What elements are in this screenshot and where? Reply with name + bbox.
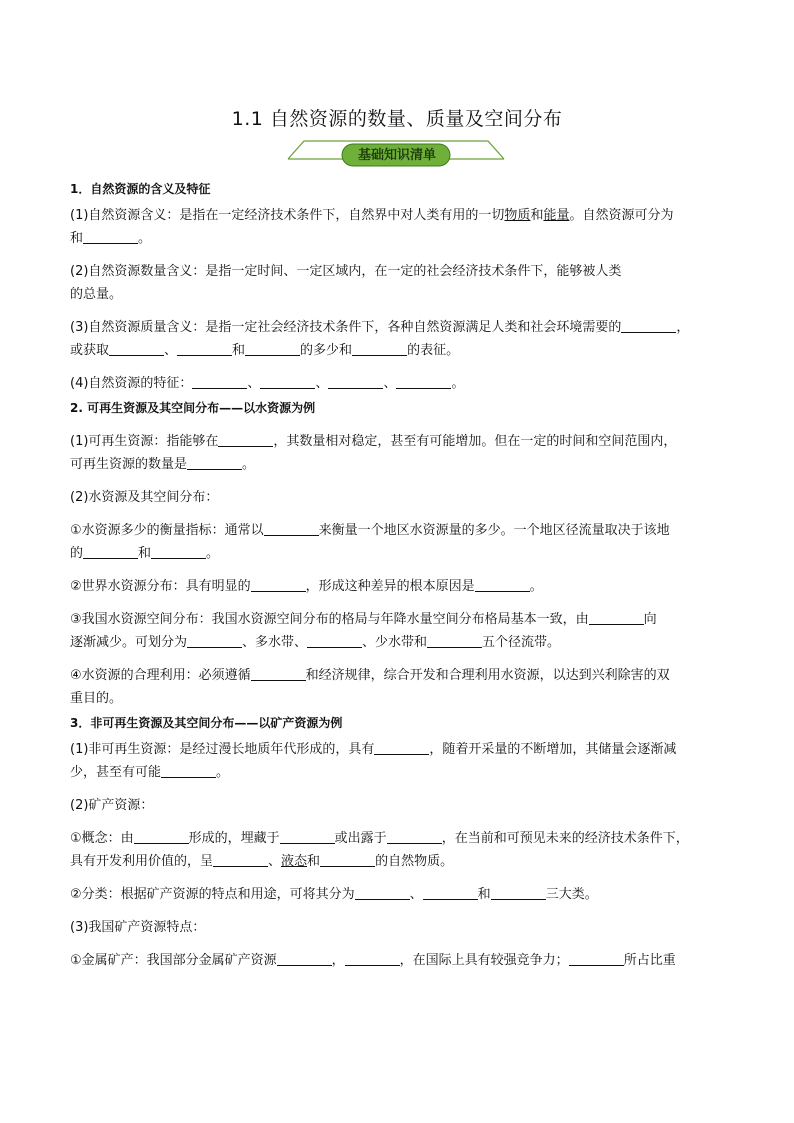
fill-blank[interactable] [387,829,442,844]
page-title: 1.1 自然资源的数量、质量及空间分布 [231,108,563,130]
section-3-heading: 3．非可再生资源及其空间分布——以矿产资源为例 [70,716,343,730]
s1-p2-line2: 的总量。 [70,287,123,302]
fill-blank[interactable] [307,633,362,648]
fill-blank[interactable] [134,829,189,844]
fill-blank[interactable] [352,341,407,356]
fill-blank[interactable] [161,763,216,778]
fill-blank[interactable] [264,521,319,536]
s2-p1-line1: (1)可再生资源：指能够在 ，其数量相对稳定，甚至有可能增加。但在一定的时间和空间范围内， [70,434,677,449]
s2-c4-line1: ④水资源的合理利用：必须遵循 和经济规律，综合开发和合理利用水资源，以达到兴利除害的双 [70,668,670,683]
fill-blank[interactable] [491,885,546,900]
fill-blank[interactable] [569,951,624,966]
fill-blank[interactable] [192,374,247,389]
fill-blank[interactable] [320,852,375,867]
s1-p1-line1: (1)自然资源含义：是指在一定经济技术条件下，自然界中对人类有用的一切物质和能量。自然资源可分为 [70,208,674,223]
fill-blank[interactable] [213,852,268,867]
fill-blank[interactable] [187,633,242,648]
s3-p2: (2)矿产资源： [70,798,154,813]
section-1-heading: 1．自然资源的含义及特征 [70,182,211,196]
fill-blank[interactable] [345,951,400,966]
s1-p1-line2: 和 。 [70,231,152,246]
fill-blank[interactable] [177,341,232,356]
content [70,176,730,972]
s3-c1-line1: ①概念：由 形成的，埋藏于 或出露于 ，在当前和可预见未来的经济技术条件下， [70,831,689,846]
fill-blank[interactable] [260,374,315,389]
s3-p1-line1: (1)非可再生资源：是经过漫长地质年代形成的，具有 ，随着开采量的不断增加，其储量会逐渐减 [70,742,677,757]
s3-c3-line1: ①金属矿产：我国部分金属矿产资源 ， ，在国际上具有较强竞争力； 所占比重 [70,953,676,968]
fill-blank[interactable] [83,229,138,244]
s2-p2: (2)水资源及其空间分布： [70,490,219,505]
s2-c1-line2: 的 和 。 [70,546,220,561]
fill-blank[interactable] [251,666,306,681]
fill-blank[interactable] [245,341,300,356]
s1-p3-line1: (3)自然资源质量含义：是指一定社会经济技术条件下，各种自然资源满足人类和社会环境需要的 ， [70,320,690,335]
fill-blank[interactable] [427,633,482,648]
s2-c1-line1: ①水资源多少的衡量指标：通常以 来衡量一个地区水资源量的多少。一个地区径流量取决于该地 [70,523,670,538]
s1-p3-line2: 或获取 、 和 的多少和 的表征。 [70,343,460,358]
fill-blank[interactable] [151,544,206,559]
underlined-term: 能量 [543,208,570,223]
fill-blank[interactable] [621,318,676,333]
fill-blank[interactable] [475,577,530,592]
s3-c1-line2: 具有开发利用价值的，呈 、液态和 的自然物质。 [70,854,454,869]
s3-p3: (3)我国矿产资源特点： [70,920,206,935]
s1-p2-line1: (2)自然资源数量含义：是指一定时间、一定区域内，在一定的社会经济技术条件下，能够被人类 [70,264,622,279]
fill-blank[interactable] [423,885,478,900]
s2-c4-line2: 重目的。 [70,691,123,706]
s2-c3-line1: ③我国水资源空间分布：我国水资源空间分布的格局与年降水量空间分布格局基本一致，由 向 [70,612,657,627]
underlined-term: 物质 [504,208,531,223]
s2-c2: ②世界水资源分布：具有明显的 ，形成这种差异的根本原因是 。 [70,579,543,594]
fill-blank[interactable] [187,455,242,470]
fill-blank[interactable] [374,740,429,755]
fill-blank[interactable] [218,432,273,447]
fill-blank[interactable] [589,610,644,625]
s3-c2: ②分类：根据矿产资源的特点和用途，可将其分为 、 和 三大类。 [70,887,598,902]
fill-blank[interactable] [396,374,451,389]
s2-p1-line2: 可再生资源的数量是 。 [70,457,256,472]
fill-blank[interactable] [251,577,306,592]
s1-p4: (4)自然资源的特征： 、 、 、 。 [70,376,465,391]
fill-blank[interactable] [280,829,335,844]
section-banner-label: 基础知识清单 [357,148,436,163]
fill-blank[interactable] [328,374,383,389]
fill-blank[interactable] [83,544,138,559]
fill-blank[interactable] [355,885,410,900]
fill-blank[interactable] [109,341,164,356]
s3-p1-line2: 少，甚至有可能 。 [70,765,230,780]
s2-c3-line2: 逐渐减少。可划分为 、多水带、 、少水带和 五个径流带。 [70,635,561,650]
underlined-term: 液态 [281,854,308,869]
section-2-heading: 2. 可再生资源及其空间分布——以水资源为例 [70,401,316,415]
fill-blank[interactable] [277,951,332,966]
